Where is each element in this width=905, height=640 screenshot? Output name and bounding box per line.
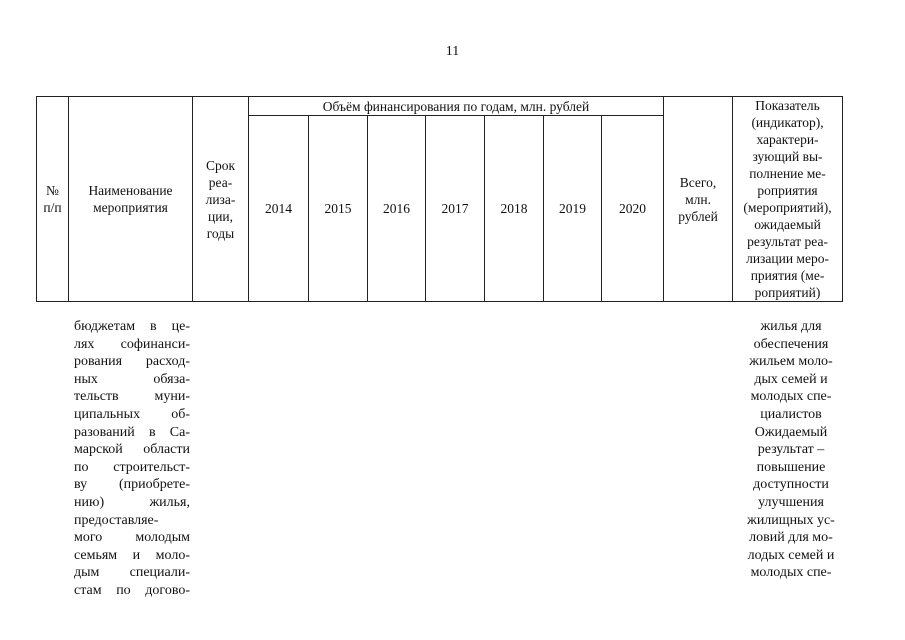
text-line: ловий для мо- [749,530,833,546]
col-total-header: Всего, млн. рублей [664,97,733,302]
text-line: дым специали- [74,565,190,581]
text-line: предоставляе- [74,512,159,528]
page-number: 11 [445,44,460,59]
text-line: стам по догово- [74,582,190,598]
text-line: обеспечения [753,336,829,352]
col-name-header: Наименование мероприятия [69,97,193,302]
year-header: 2014 [249,116,309,302]
text-line: марской области [74,442,190,458]
col-term-header: Срок реа-лиза-ции, годы [193,97,249,302]
year-header: 2020 [602,116,664,302]
col-num-header: № п/п [37,97,69,302]
text-line: жилья для [760,319,822,334]
financing-table-header [36,96,843,302]
year-header: 2019 [544,116,602,302]
text-line: циалистов [760,406,822,422]
text-line: рования расход- [74,354,190,370]
year-header: 2015 [309,116,368,302]
text-line: разований в Са- [74,424,190,440]
text-line: повышение [756,459,826,475]
year-header: 2016 [368,116,426,302]
indicator-continuation-text [738,318,844,582]
name-continuation-text [74,318,190,600]
text-line: по строительст- [74,459,190,475]
text-line: жилищных ус- [747,512,835,528]
text-line: тельств муни- [74,389,190,405]
text-line: результат – [757,442,825,458]
text-line: молодых спе- [750,565,832,581]
text-line: мого молодым [74,530,190,546]
text-line: Ожидаемый [754,424,828,440]
text-line: лодых семей и [747,547,835,563]
text-line: улучшения [758,494,824,510]
text-line: доступности [753,477,829,493]
text-line: лях софинанси- [74,336,190,352]
text-line: жильем моло- [749,354,833,370]
text-line: бюджетам в це- [74,319,190,334]
year-header: 2018 [485,116,544,302]
text-line: молодых спе- [750,389,832,405]
financing-group-header: Объём финансирования по годам, млн. рублей [249,97,664,116]
text-line: семьям и моло- [74,547,190,563]
text-line: дых семей и [754,371,828,387]
year-header: 2017 [426,116,485,302]
text-line: нию) жилья, [74,494,190,510]
text-line: ву (приобрете- [74,477,190,493]
text-line: ципальных об- [74,406,190,422]
col-indicator-header: Показатель (индикатор), характери-зующий вы-полнение ме-роприятия (мероприятий), ожидаемый результат реа-лизации меро-приятия (ме-роприятий) [733,97,843,302]
text-line: ных обяза- [74,371,190,387]
